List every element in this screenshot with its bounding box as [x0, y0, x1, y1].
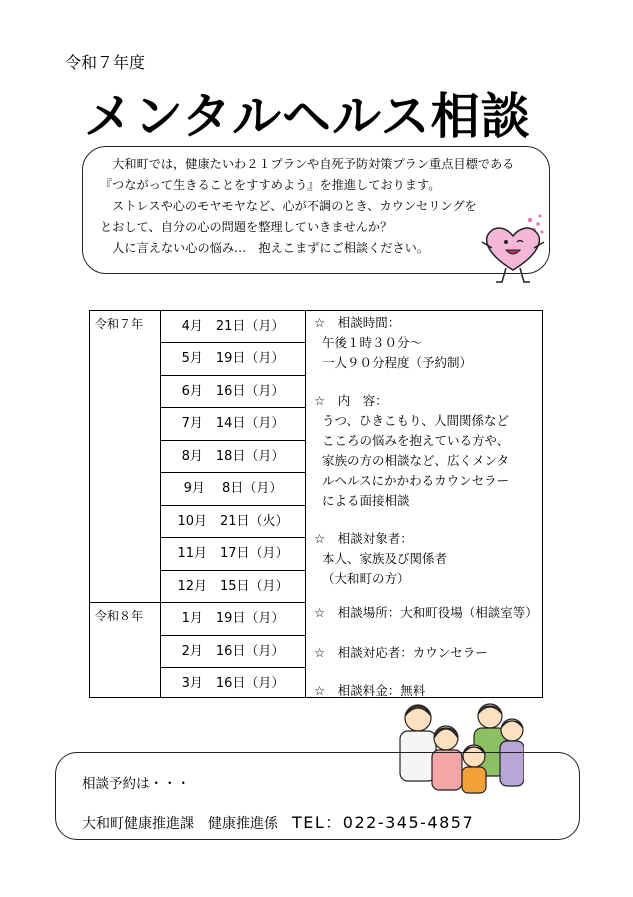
date-cell: 9月 8日（月）	[161, 473, 306, 506]
heart-mascot-icon	[478, 210, 548, 290]
intro-line: ストレスや心のモヤモヤなど、心が不調のとき、カウンセリングを	[100, 199, 477, 213]
contact-tel: TEL：022-345-4857	[292, 813, 475, 832]
year-label-r7: 令和７年	[90, 311, 161, 603]
place-line: ☆ 相談場所：大和町役場（相談室等）	[314, 605, 538, 620]
intro-line: 人に言えない心の悩み… 抱えこまずにご相談ください。	[100, 241, 430, 255]
date-cell: 2月 16日（月）	[161, 636, 306, 668]
date-cell: 12月 15日（月）	[161, 571, 306, 603]
counselor-line: ☆ 相談対応者：カウンセラー	[314, 645, 488, 660]
intro-text	[100, 154, 514, 259]
date-cell: 11月 17日（月）	[161, 538, 306, 571]
content-line: こころの悩みを抱えている方や、	[322, 433, 510, 448]
contact-label: 相談予約は・・・	[82, 776, 190, 792]
date-cell: 8月 18日（月）	[161, 441, 306, 473]
date-cell: 4月 21日（月）	[161, 311, 306, 343]
content-label: ☆ 内 容：	[314, 393, 388, 408]
schedule-table	[89, 310, 543, 698]
date-cell: 3月 16日（月）	[161, 668, 306, 697]
target-line: （大和町の方）	[322, 571, 410, 586]
contact-dept: 大和町健康推進課 健康推進係	[82, 816, 292, 832]
intro-line: 大和町では，健康たいわ２１プランや自死予防対策プラン重点目標である	[100, 157, 515, 171]
date-cell: 5月 19日（月）	[161, 343, 306, 376]
time-line: 一人９０分程度（予約制）	[322, 355, 473, 370]
content-line: ルヘルスにかかわるカウンセラー	[322, 473, 510, 488]
target-label: ☆ 相談対象者：	[314, 531, 413, 546]
date-cell: 6月 16日（月）	[161, 376, 306, 408]
date-cell: 1月 19日（月）	[161, 603, 306, 636]
fiscal-year: 令和７年度	[65, 53, 146, 72]
time-label: ☆ 相談時間：	[314, 315, 401, 330]
page-title: メンタルヘルス相談	[84, 88, 531, 145]
year-label-r8: 令和８年	[90, 603, 161, 697]
content-line: 家族の方の相談など、広くメンタ	[322, 453, 510, 468]
date-cell: 7月 14日（月）	[161, 408, 306, 441]
content-line: うつ、ひきこもり、人間関係など	[322, 413, 510, 428]
contact-info	[82, 810, 474, 833]
content-line: による面接相談	[322, 493, 410, 508]
target-line: 本人、家族及び関係者	[322, 551, 448, 566]
date-cell: 10月 21日（火）	[161, 506, 306, 538]
intro-line: 『つながって生きることをすすめよう』を推進しております。	[100, 178, 441, 192]
time-line: 午後１時３０分～	[322, 335, 423, 350]
fee-line: ☆ 相談料金：無料	[314, 683, 426, 698]
intro-line: とおして、自分の心の問題を整理していきませんか？	[100, 220, 393, 234]
